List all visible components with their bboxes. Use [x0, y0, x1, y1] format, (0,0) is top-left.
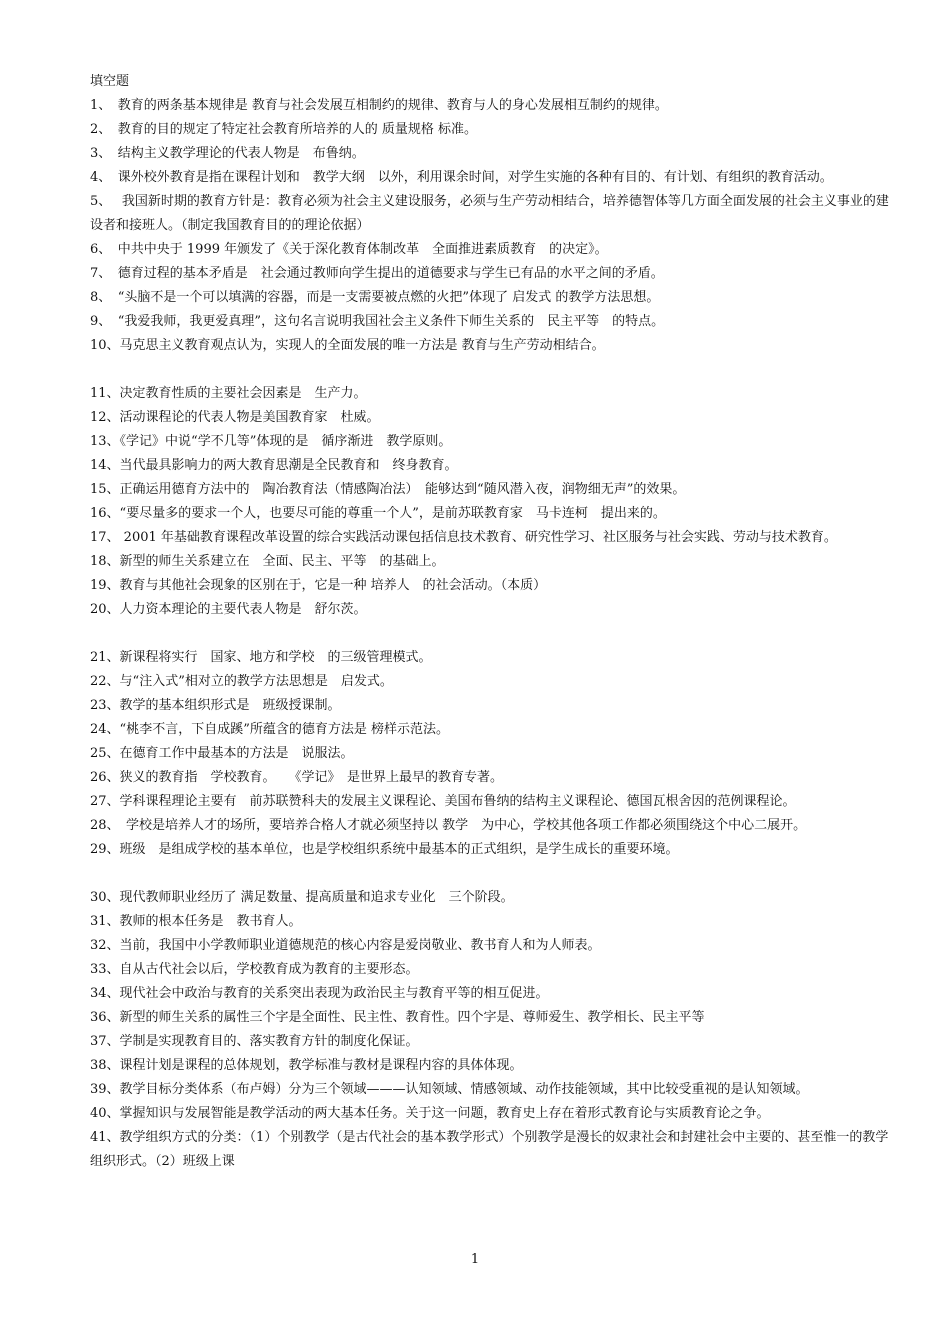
question-item: 17、 2001 年基础教育课程改革设置的综合实践活动课包括信息技术教育、研究性学习、社区服务与社会实践、劳动与技术教育。 [90, 530, 837, 545]
question-item: 32、当前，我国中小学教师职业道德规范的核心内容是爱岗敬业、教书育人和为人师表。 [90, 938, 601, 953]
question-item: 33、自从古代社会以后，学校教育成为教育的主要形态。 [90, 962, 419, 977]
question-list [90, 94, 890, 1174]
question-item: 3、 结构主义教学理论的代表人物是 布鲁纳。 [90, 146, 365, 161]
question-item: 16、“要尽量多的要求一个人，也要尽可能的尊重一个人”，是前苏联教育家 马卡连柯 提出来的。 [90, 506, 666, 521]
question-item: 34、现代社会中政治与教育的关系突出表现为政治民主与教育平等的相互促进。 [90, 986, 549, 1001]
question-item: 29、班级 是组成学校的基本单位，也是学校组织系统中最基本的正式组织，是学生成长的重要环境。 [90, 842, 679, 857]
question-item: 20、人力资本理论的主要代表人物是 舒尔茨。 [90, 602, 367, 617]
question-item: 13、《学记》中说“学不几等”体现的是 循序渐进 教学原则。 [90, 434, 452, 449]
page-number: 1 [470, 1252, 480, 1267]
question-item: 40、掌握知识与发展智能是教学活动的两大基本任务。关于这一问题，教育史上存在着形式教育论与实质教育论之争。 [90, 1106, 770, 1121]
question-item: 19、教育与其他社会现象的区别在于，它是一种 培养人 的社会活动。（本质） [90, 578, 547, 593]
question-item: 22、与“注入式”相对立的教学方法思想是 启发式。 [90, 674, 393, 689]
group-spacer [90, 622, 890, 646]
group-spacer [90, 862, 890, 886]
question-item: 28、 学校是培养人才的场所，要培养合格人才就必须坚持以 教学 为中心，学校其他各项工作都必须围绕这个中心二展开。 [90, 818, 807, 833]
question-item: 41、教学组织方式的分类：（1）个别教学（是古代社会的基本教学形式）个别教学是漫长的奴隶社会和封建社会中主要的、甚至惟一的教学组织形式。（2）班级上课 [90, 1130, 889, 1169]
question-item: 25、在德育工作中最基本的方法是 说服法。 [90, 746, 354, 761]
question-item: 4、 课外校外教育是指在课程计划和 教学大纲 以外，利用课余时间，对学生实施的各种有目的、有计划、有组织的教育活动。 [90, 170, 833, 185]
section-heading: 填空题 [90, 74, 130, 89]
question-item: 7、 德育过程的基本矛盾是 社会通过教师向学生提出的道德要求与学生已有品的水平之间的矛盾。 [90, 266, 664, 281]
question-item: 26、狭义的教育指 学校教育。 《学记》 是世界上最早的教育专著。 [90, 770, 504, 785]
question-item: 2、 教育的目的规定了特定社会教育所培养的人的 质量规格 标准。 [90, 122, 478, 137]
question-item: 18、新型的师生关系建立在 全面、民主、平等 的基础上。 [90, 554, 445, 569]
question-item: 37、学制是实现教育目的、落实教育方针的制度化保证。 [90, 1034, 419, 1049]
question-item: 24、“桃李不言，下自成蹊”所蕴含的德育方法是 榜样示范法。 [90, 722, 449, 737]
question-item: 30、现代教师职业经历了 满足数量、提高质量和追求专业化 三个阶段。 [90, 890, 514, 905]
question-item: 21、新课程将实行 国家、地方和学校 的三级管理模式。 [90, 650, 432, 665]
question-item: 6、 中共中央于 1999 年颁发了《关于深化教育体制改革 全面推进素质教育 的决定》。 [90, 242, 608, 257]
question-item: 5、 我国新时期的教育方针是：教育必须为社会主义建设服务，必须与生产劳动相结合，培养德智体等几方面全面发展的社会主义事业的建设者和接班人。（制定我国教育目的的理论依据） [90, 194, 889, 233]
question-item: 15、正确运用德育方法中的 陶冶教育法（情感陶冶法） 能够达到“随风潜入夜，润物细无声”的效果。 [90, 482, 686, 497]
question-item: 23、教学的基本组织形式是 班级授课制。 [90, 698, 341, 713]
question-item: 36、新型的师生关系的属性三个字是全面性、民主性、教育性。四个字是、尊师爱生、教学相长、民主平等 [90, 1010, 705, 1025]
question-item: 9、 “我爱我师，我更爱真理”，这句名言说明我国社会主义条件下师生关系的 民主平等 的特点。 [90, 314, 665, 329]
question-item: 39、教学目标分类体系（布卢姆）分为三个领域———认知领域、情感领域、动作技能领域，其中比较受重视的是认知领域。 [90, 1082, 809, 1097]
question-item: 11、决定教育性质的主要社会因素是 生产力。 [90, 386, 367, 401]
question-item: 12、活动课程论的代表人物是美国教育家 杜威。 [90, 410, 380, 425]
question-item: 38、课程计划是课程的总体规划，教学标准与教材是课程内容的具体体现。 [90, 1058, 523, 1073]
question-item: 10、马克思主义教育观点认为，实现人的全面发展的唯一方法是 教育与生产劳动相结合。 [90, 338, 605, 353]
question-item: 14、当代最具影响力的两大教育思潮是全民教育和 终身教育。 [90, 458, 458, 473]
question-item: 8、 “头脑不是一个可以填满的容器，而是一支需要被点燃的火把”体现了 启发式 的教学方法思想。 [90, 290, 660, 305]
question-item: 27、学科课程理论主要有 前苏联赞科夫的发展主义课程论、美国布鲁纳的结构主义课程论、德国瓦根舍因的范例课程论。 [90, 794, 796, 809]
group-spacer [90, 358, 890, 382]
document-page [90, 70, 890, 1174]
question-item: 1、 教育的两条基本规律是 教育与社会发展互相制约的规律、教育与人的身心发展相互制约的规律。 [90, 98, 668, 113]
question-item: 31、教师的根本任务是 教书育人。 [90, 914, 302, 929]
